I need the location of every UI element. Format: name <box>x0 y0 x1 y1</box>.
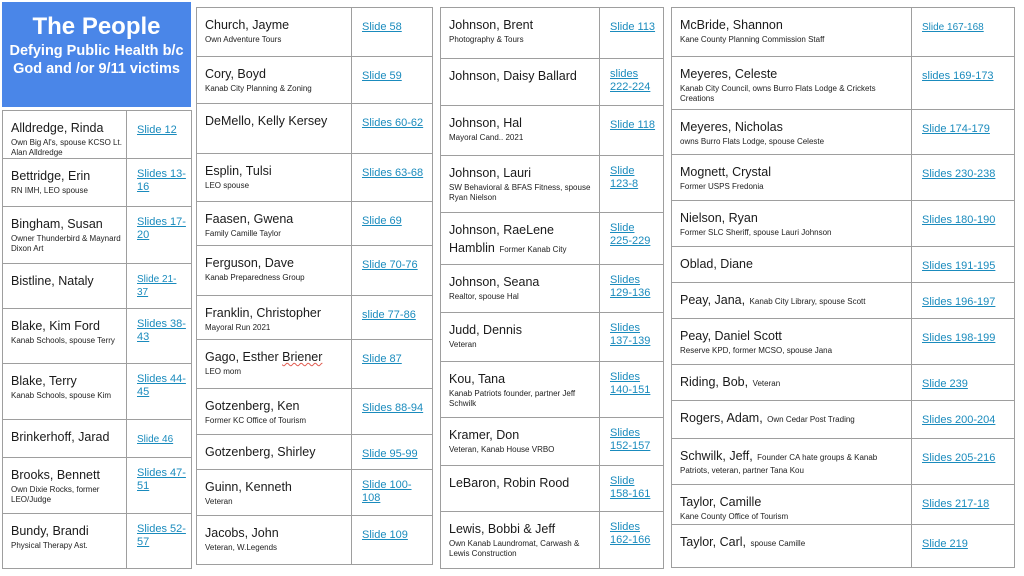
slide-link[interactable]: Slide 225-229 <box>610 222 651 247</box>
person-cell <box>672 283 912 319</box>
person-inline-note: spouse Camille <box>750 539 806 548</box>
person-note: Former SLC Sheriff, spouse Lauri Johnson <box>680 228 832 237</box>
slide-link[interactable]: Slide 123-8 <box>610 165 639 190</box>
table-row <box>197 154 433 202</box>
slide-link[interactable]: Slide 118 <box>610 119 656 131</box>
person-name: Cory, Boyd <box>205 67 266 81</box>
slide-cell <box>912 110 1015 155</box>
person-cell <box>197 202 352 246</box>
slide-cell <box>127 159 192 207</box>
person-note: Former USPS Fredonia <box>680 182 764 191</box>
slide-cell <box>600 362 664 418</box>
slide-link[interactable]: Slide 87 <box>362 353 402 365</box>
table-row <box>672 247 1015 283</box>
slide-link[interactable]: Slides 205-216 <box>922 452 996 464</box>
slide-link[interactable]: Slide 46 <box>137 434 174 445</box>
people-table-1 <box>2 110 192 569</box>
slide-cell <box>912 283 1015 319</box>
slide-cell <box>352 57 433 104</box>
person-name: Taylor, Carl, <box>680 535 746 549</box>
person-name: Gotzenberg, Ken <box>205 399 300 413</box>
slide-link[interactable]: Slides 217-18 <box>922 498 990 510</box>
person-name: Guinn, Kenneth <box>205 480 292 494</box>
slide-link[interactable]: Slides 152-157 <box>610 427 651 452</box>
person-cell <box>197 246 352 296</box>
title-box <box>2 2 191 107</box>
table-row <box>672 155 1015 201</box>
slide-cell <box>127 207 192 264</box>
page-title: The People <box>32 13 161 40</box>
person-name: Blake, Terry <box>11 374 77 388</box>
person-name: Johnson, Hal <box>449 116 522 130</box>
person-cell <box>672 401 912 439</box>
person-cell <box>441 8 600 59</box>
slide-link[interactable]: Slides 230-238 <box>922 168 996 180</box>
slide-cell <box>600 59 664 106</box>
slide-cell <box>352 104 433 154</box>
slide-cell <box>127 364 192 420</box>
person-cell <box>672 365 912 401</box>
slide-cell <box>600 466 664 512</box>
person-name: Church, Jayme <box>205 18 290 32</box>
person-cell <box>197 8 352 57</box>
person-name: Brooks, Bennett <box>11 468 100 482</box>
slide-cell <box>127 458 192 514</box>
slide-cell <box>600 106 664 156</box>
slide-cell <box>352 340 433 389</box>
table-row <box>3 207 192 264</box>
slide-link[interactable]: Slides 200-204 <box>922 414 996 426</box>
slide-link[interactable]: Slides 162-166 <box>610 521 651 546</box>
person-note: Physical Therapy Ast. <box>11 541 88 550</box>
person-note: Veteran, Kanab House VRBO <box>449 445 555 454</box>
slide-link[interactable]: Slides 140-151 <box>610 371 651 396</box>
slide-link[interactable]: Slide 58 <box>362 21 402 33</box>
person-cell <box>441 156 600 213</box>
person-cell <box>197 154 352 202</box>
table-row <box>3 159 192 207</box>
person-note: Veteran <box>449 340 477 349</box>
slide-cell <box>912 155 1015 201</box>
person-cell <box>197 340 352 389</box>
table-row <box>672 201 1015 247</box>
slide-link[interactable]: Slides 63-68 <box>362 167 424 179</box>
column-4 <box>671 7 1015 568</box>
slide-cell <box>600 8 664 59</box>
person-name: Johnson, Daisy Ballard <box>449 69 577 83</box>
person-name: Bettridge, Erin <box>11 169 91 183</box>
slide-cell <box>127 514 192 569</box>
person-note: Patriots, veteran, partner Tana Kou <box>680 466 804 475</box>
slide-link[interactable]: Slides 52-57 <box>137 523 186 548</box>
person-cell <box>3 364 127 420</box>
person-name: Lewis, Bobbi & Jeff <box>449 522 556 536</box>
person-note: Veteran <box>205 497 233 506</box>
person-name: Rogers, Adam, <box>680 411 763 425</box>
table-row <box>672 439 1015 485</box>
spellcheck-underline: Briener <box>282 350 323 364</box>
person-cell <box>441 313 600 362</box>
slide-link[interactable]: Slide 95-99 <box>362 448 418 460</box>
slide-link[interactable]: Slides 137-139 <box>610 322 651 347</box>
person-name: McBride, Shannon <box>680 18 783 32</box>
person-note: Realtor, spouse Hal <box>449 292 519 301</box>
person-note: Own Big Al's, spouse KCSO Lt. Alan Alldredge <box>11 138 122 157</box>
person-note: Own Adventure Tours <box>205 35 282 44</box>
person-note: Family Camille Taylor <box>205 229 281 238</box>
slide-link[interactable]: Slide 239 <box>922 378 968 390</box>
person-name: Gotzenberg, Shirley <box>205 445 316 459</box>
slide-link[interactable]: Slide 158-161 <box>610 475 651 500</box>
person-name: Esplin, Tulsi <box>205 164 272 178</box>
person-cell <box>197 389 352 435</box>
person-note: Mayoral Cand.. 2021 <box>449 133 524 142</box>
table-row <box>672 485 1015 525</box>
person-cell <box>441 418 600 466</box>
person-cell <box>672 155 912 201</box>
person-cell <box>197 516 352 565</box>
person-name: Ferguson, Dave <box>205 256 294 270</box>
slide-cell <box>352 154 433 202</box>
person-cell <box>672 8 912 57</box>
person-cell <box>672 201 912 247</box>
table-row <box>441 512 664 569</box>
person-name: Johnson, Seana <box>449 275 540 289</box>
person-note: Mayoral Run 2021 <box>205 323 271 332</box>
people-table-4 <box>671 7 1015 568</box>
slide-link[interactable]: Slides 88-94 <box>362 402 424 414</box>
table-row <box>441 313 664 362</box>
table-row <box>441 8 664 59</box>
table-row <box>672 283 1015 319</box>
slide-link[interactable]: Slides 38-43 <box>137 318 186 343</box>
person-name: Blake, Kim Ford <box>11 319 100 333</box>
table-row <box>672 110 1015 155</box>
table-row <box>441 59 664 106</box>
table-row <box>197 435 433 470</box>
person-note: Reserve KPD, former MCSO, spouse Jana <box>680 346 833 355</box>
table-row <box>3 420 192 458</box>
table-row <box>672 8 1015 57</box>
person-note: owns Burro Flats Lodge, spouse Celeste <box>680 137 825 146</box>
table-row <box>3 264 192 309</box>
slide-link[interactable]: Slide 59 <box>362 70 402 82</box>
person-name: Riding, Bob, <box>680 375 749 389</box>
slide-link[interactable]: Slides 198-199 <box>922 332 996 344</box>
person-note: Kanab City Planning & Zoning <box>205 84 312 93</box>
person-note: Kanab Schools, spouse Terry <box>11 336 115 345</box>
person-cell <box>672 57 912 110</box>
person-name: Johnson, Brent <box>449 18 534 32</box>
slide-link[interactable]: slides 222-224 <box>610 68 651 93</box>
person-inline-note: Kanab City Library, spouse Scott <box>749 297 866 306</box>
person-inline-note: Founder CA hate groups & Kanab <box>757 453 878 462</box>
person-cell <box>3 207 127 264</box>
person-cell <box>441 59 600 106</box>
table-row <box>197 246 433 296</box>
slide-link[interactable]: Slide 219 <box>922 538 968 550</box>
person-note: Photography & Tours <box>449 35 524 44</box>
table-row <box>441 362 664 418</box>
person-cell <box>3 514 127 569</box>
slide-link[interactable]: Slide 12 <box>137 124 177 136</box>
slide-link[interactable]: Slide 174-179 <box>922 123 990 135</box>
person-note: LEO mom <box>205 367 242 376</box>
person-name: Taylor, Camille <box>680 495 762 509</box>
column-3 <box>440 7 664 569</box>
table-row <box>672 525 1015 568</box>
slide-link[interactable]: Slides 129-136 <box>610 274 651 299</box>
slide-cell <box>352 516 433 565</box>
table-row <box>441 418 664 466</box>
slide-cell <box>912 439 1015 485</box>
slide-cell <box>600 156 664 213</box>
person-cell <box>197 296 352 340</box>
person-name: Schwilk, Jeff, <box>680 449 753 463</box>
table-row <box>672 401 1015 439</box>
slide-cell <box>912 247 1015 283</box>
slide-link[interactable]: Slide 167-168 <box>922 22 984 33</box>
person-note: Kanab Schools, spouse Kim <box>11 391 112 400</box>
person-inline-note: Own Cedar Post Trading <box>767 415 855 424</box>
person-name: Mognett, Crystal <box>680 165 772 179</box>
slide-link[interactable]: slides 169-173 <box>922 70 994 82</box>
slide-cell <box>600 313 664 362</box>
slide-cell <box>600 512 664 569</box>
person-note: Kane County Office of Tourism <box>680 512 789 521</box>
person-cell <box>3 111 127 159</box>
table-row <box>672 319 1015 365</box>
person-cell <box>197 470 352 516</box>
person-cell <box>3 264 127 309</box>
slide-link[interactable]: Slides 196-197 <box>922 296 996 308</box>
slide-link[interactable]: Slides 17-20 <box>137 216 186 241</box>
slide-link[interactable]: Slides 44-45 <box>137 373 186 398</box>
table-row <box>441 156 664 213</box>
person-name: Peay, Jana, <box>680 293 746 307</box>
person-cell <box>672 439 912 485</box>
person-name: Jacobs, John <box>205 526 279 540</box>
slide-link[interactable]: Slide 69 <box>362 215 402 227</box>
person-name: Bingham, Susan <box>11 217 103 231</box>
table-row <box>3 309 192 364</box>
table-row <box>197 57 433 104</box>
person-cell <box>3 420 127 458</box>
slide-cell <box>352 296 433 340</box>
table-row <box>197 470 433 516</box>
slide-cell <box>912 525 1015 568</box>
person-name: Gago, Esther Briener <box>205 350 323 364</box>
slide-cell <box>600 265 664 313</box>
person-cell <box>672 525 912 568</box>
person-cell <box>3 159 127 207</box>
table-row <box>197 8 433 57</box>
person-inline-note: Veteran <box>752 379 781 388</box>
person-cell <box>3 458 127 514</box>
person-name: LeBaron, Robin Rood <box>449 476 570 490</box>
person-cell <box>441 213 600 265</box>
slide-link[interactable]: Slide 100-108 <box>362 479 412 504</box>
slide-link[interactable]: Slide 21-37 <box>137 274 177 298</box>
person-note: Former KC Office of Tourism <box>205 416 307 425</box>
slide-cell <box>912 401 1015 439</box>
slide-link[interactable]: slide 77-86 <box>362 309 416 321</box>
slide-cell <box>912 319 1015 365</box>
slide-cell <box>912 57 1015 110</box>
person-note: Veteran, W.Legends <box>205 543 278 552</box>
table-row <box>672 57 1015 110</box>
person-note: RN IMH, LEO spouse <box>11 186 88 195</box>
slide-link[interactable]: Slide 109 <box>362 529 408 541</box>
table-row <box>197 104 433 154</box>
slide-cell <box>352 202 433 246</box>
slide-link[interactable]: Slide 70-76 <box>362 259 418 271</box>
slide-link[interactable]: Slides 60-62 <box>362 117 424 129</box>
slide-cell <box>352 389 433 435</box>
person-name: Bundy, Brandi <box>11 524 89 538</box>
table-row <box>3 514 192 569</box>
person-cell <box>197 57 352 104</box>
person-name: Franklin, Christopher <box>205 306 322 320</box>
table-row <box>441 213 664 265</box>
slide-link[interactable]: Slide 113 <box>610 21 656 33</box>
table-row <box>3 111 192 159</box>
person-cell <box>441 265 600 313</box>
slide-cell <box>352 246 433 296</box>
slide-cell <box>600 213 664 265</box>
person-cell <box>441 512 600 569</box>
person-name: Alldredge, Rinda <box>11 121 104 135</box>
person-note: Owner Thunderbird & Maynard Dixon Art <box>11 234 121 253</box>
person-note: SW Behavioral & BFAS Fitness, spouse Ryan Nielson <box>449 183 591 202</box>
person-name: Bistline, Nataly <box>11 274 94 288</box>
person-name: Judd, Dennis <box>449 323 522 337</box>
table-row <box>197 296 433 340</box>
slide-cell <box>127 309 192 364</box>
person-name: Faasen, Gwena <box>205 212 294 226</box>
slide-cell <box>912 201 1015 247</box>
table-row <box>197 340 433 389</box>
person-note: Kanab City Council, owns Burro Flats Lodge & Crickets Creations <box>680 84 876 103</box>
slide-link[interactable]: Slides 47-51 <box>137 467 186 492</box>
slide-cell <box>912 485 1015 525</box>
table-row <box>197 516 433 565</box>
people-table-3 <box>440 7 664 569</box>
person-name: Meyeres, Nicholas <box>680 120 783 134</box>
person-cell <box>197 104 352 154</box>
slide-cell <box>352 470 433 516</box>
table-row <box>441 265 664 313</box>
slide-link[interactable]: Slides 180-190 <box>922 214 996 226</box>
people-table-2 <box>196 7 433 565</box>
slide-cell <box>600 418 664 466</box>
person-cell <box>672 110 912 155</box>
person-note: LEO spouse <box>205 181 250 190</box>
table-row <box>3 458 192 514</box>
person-cell <box>672 485 912 525</box>
person-note: Kane County Planning Commission Staff <box>680 35 825 44</box>
person-note: Own Dixie Rocks, former LEO/Judge <box>11 485 100 504</box>
table-row <box>3 364 192 420</box>
person-name: DeMello, Kelly Kersey <box>205 114 328 128</box>
person-name: Brinkerhoff, Jarad <box>11 430 110 444</box>
slide-cell <box>912 8 1015 57</box>
column-2 <box>196 7 433 565</box>
table-row <box>441 466 664 512</box>
person-name: Kramer, Don <box>449 428 520 442</box>
person-name: Oblad, Diane <box>680 257 753 271</box>
person-note: Kanab Patriots founder, partner Jeff Schwilk <box>449 389 576 408</box>
person-cell <box>672 319 912 365</box>
person-name: Meyeres, Celeste <box>680 67 778 81</box>
person-name: Johnson, Lauri <box>449 166 532 180</box>
slide-cell <box>127 420 192 458</box>
person-name: Johnson, RaeLene Hamblin <box>449 223 554 255</box>
page-subtitle: Defying Public Health b/c God and /or 9/11 victims <box>9 43 184 77</box>
slide-cell <box>912 365 1015 401</box>
slide-cell <box>127 264 192 309</box>
table-row <box>672 365 1015 401</box>
column-1 <box>2 110 192 569</box>
person-name: Kou, Tana <box>449 372 506 386</box>
slide-cell <box>352 8 433 57</box>
slide-link[interactable]: Slides 13-16 <box>137 168 186 193</box>
slide-cell <box>127 111 192 159</box>
person-cell <box>197 435 352 470</box>
person-note: Own Kanab Laundromat, Carwash & Lewis Construction <box>449 539 580 558</box>
person-cell <box>441 106 600 156</box>
table-row <box>197 202 433 246</box>
person-inline-note: Former Kanab City <box>499 245 567 254</box>
person-cell <box>441 362 600 418</box>
person-cell <box>441 466 600 512</box>
person-cell <box>3 309 127 364</box>
table-row <box>441 106 664 156</box>
person-cell <box>672 247 912 283</box>
slide-link[interactable]: Slides 191-195 <box>922 260 996 272</box>
slide-cell <box>352 435 433 470</box>
person-note: Kanab Preparedness Group <box>205 273 305 282</box>
table-row <box>197 389 433 435</box>
person-name: Peay, Daniel Scott <box>680 329 782 343</box>
person-name: Nielson, Ryan <box>680 211 758 225</box>
